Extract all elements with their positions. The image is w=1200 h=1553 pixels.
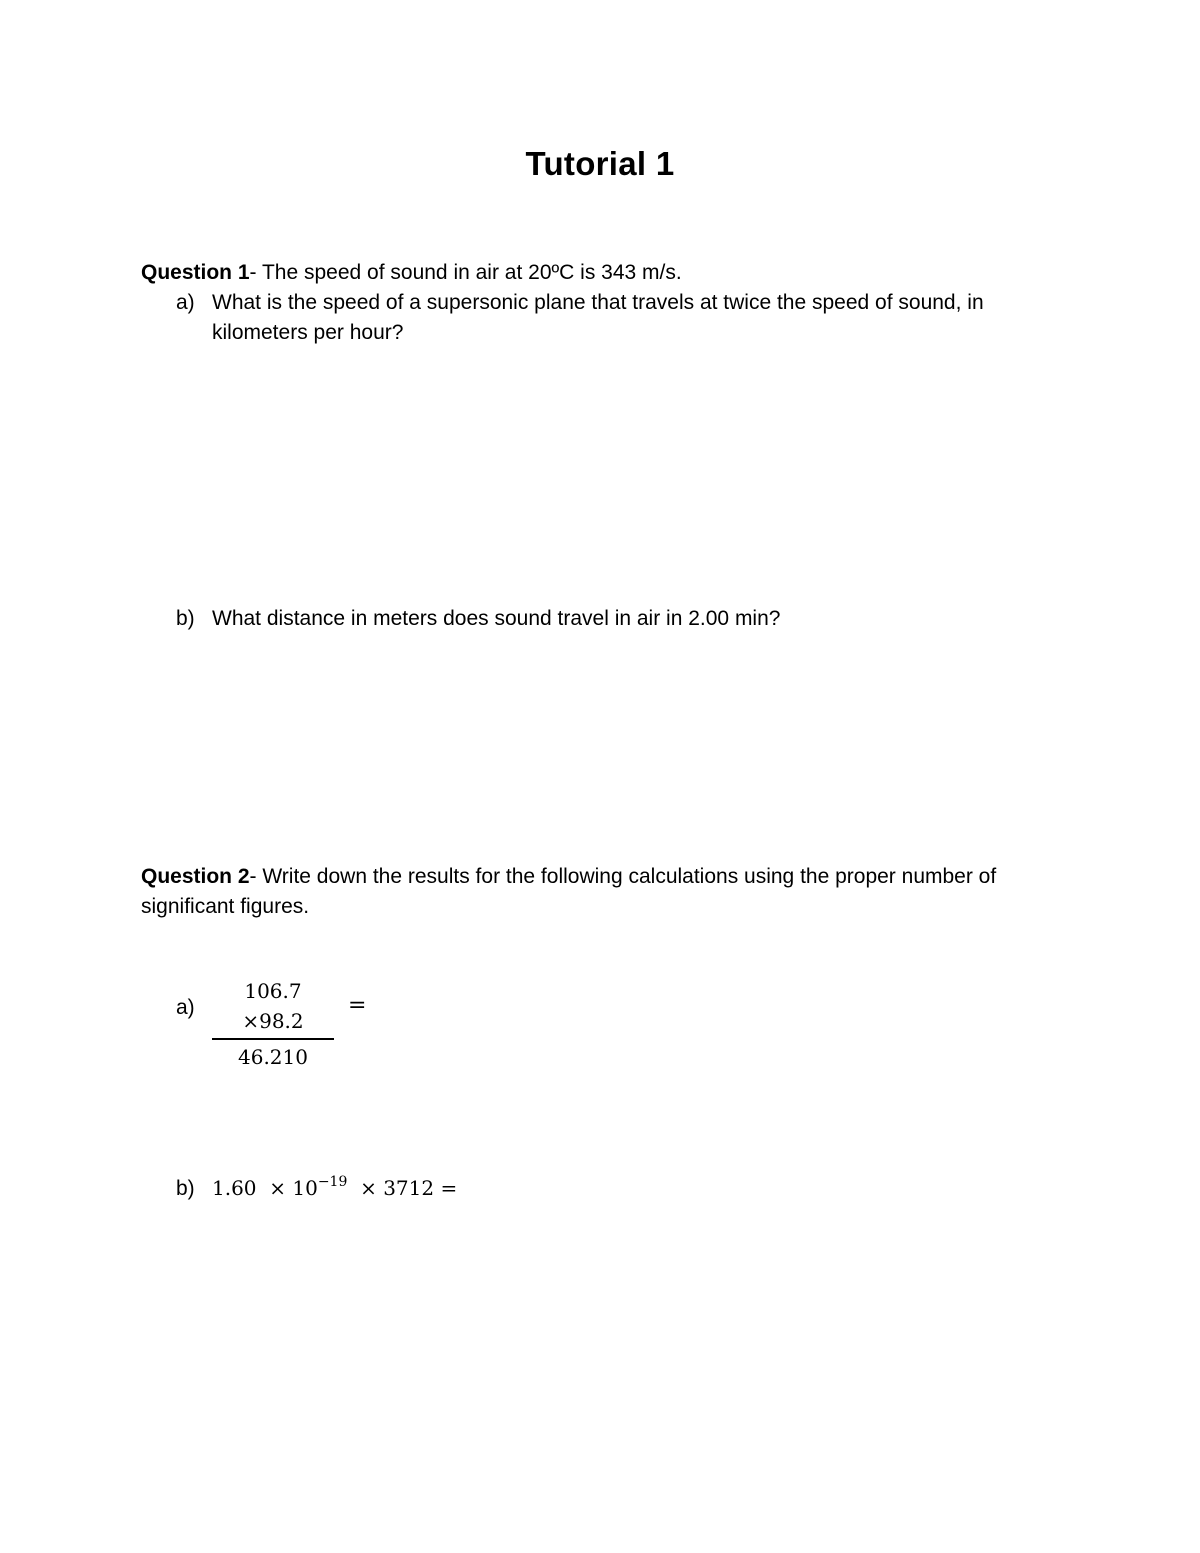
question-1-part-a-label: a) [176, 291, 195, 314]
question-1-part-b-label: b) [176, 607, 195, 630]
question-2-part-a-equals: = [348, 993, 367, 1018]
question-1-prompt [141, 258, 682, 288]
question-2-part-b-expression [212, 1174, 457, 1200]
question-2-part-a-label: a) [176, 996, 195, 1019]
question-1-part-b-text: What distance in meters does sound travel in air in 2.00 min? [212, 607, 781, 630]
question-2-label: Question 2 [141, 865, 250, 888]
expression-rest: × 3712 = [347, 1176, 458, 1200]
question-1-part-a-line-2: kilometers per hour? [212, 321, 404, 344]
question-2-part-b-label: b) [176, 1177, 195, 1200]
question-2-part-a-fraction [212, 976, 334, 1070]
fraction-numerator: 106.7 ×98.2 [242, 979, 304, 1033]
question-2-text-line-2: significant figures. [141, 895, 310, 918]
question-1-text: - The speed of sound in air at 20ºC is 343 m/s. [249, 261, 682, 284]
expression-base: 1.60 × 10 [212, 1176, 318, 1200]
question-2-prompt [141, 862, 996, 892]
question-1-part-a-line-1: What is the speed of a supersonic plane that travels at twice the speed of sound, in [212, 291, 984, 314]
fraction-denominator: 46.210 [238, 1045, 308, 1069]
question-2-text-line-1: - Write down the results for the following calculations using the proper number of [249, 865, 997, 888]
fraction-bar [212, 1038, 334, 1040]
page-title: Tutorial 1 [525, 145, 675, 182]
question-1-label: Question 1 [141, 261, 250, 284]
expression-exponent: −19 [317, 1174, 348, 1190]
